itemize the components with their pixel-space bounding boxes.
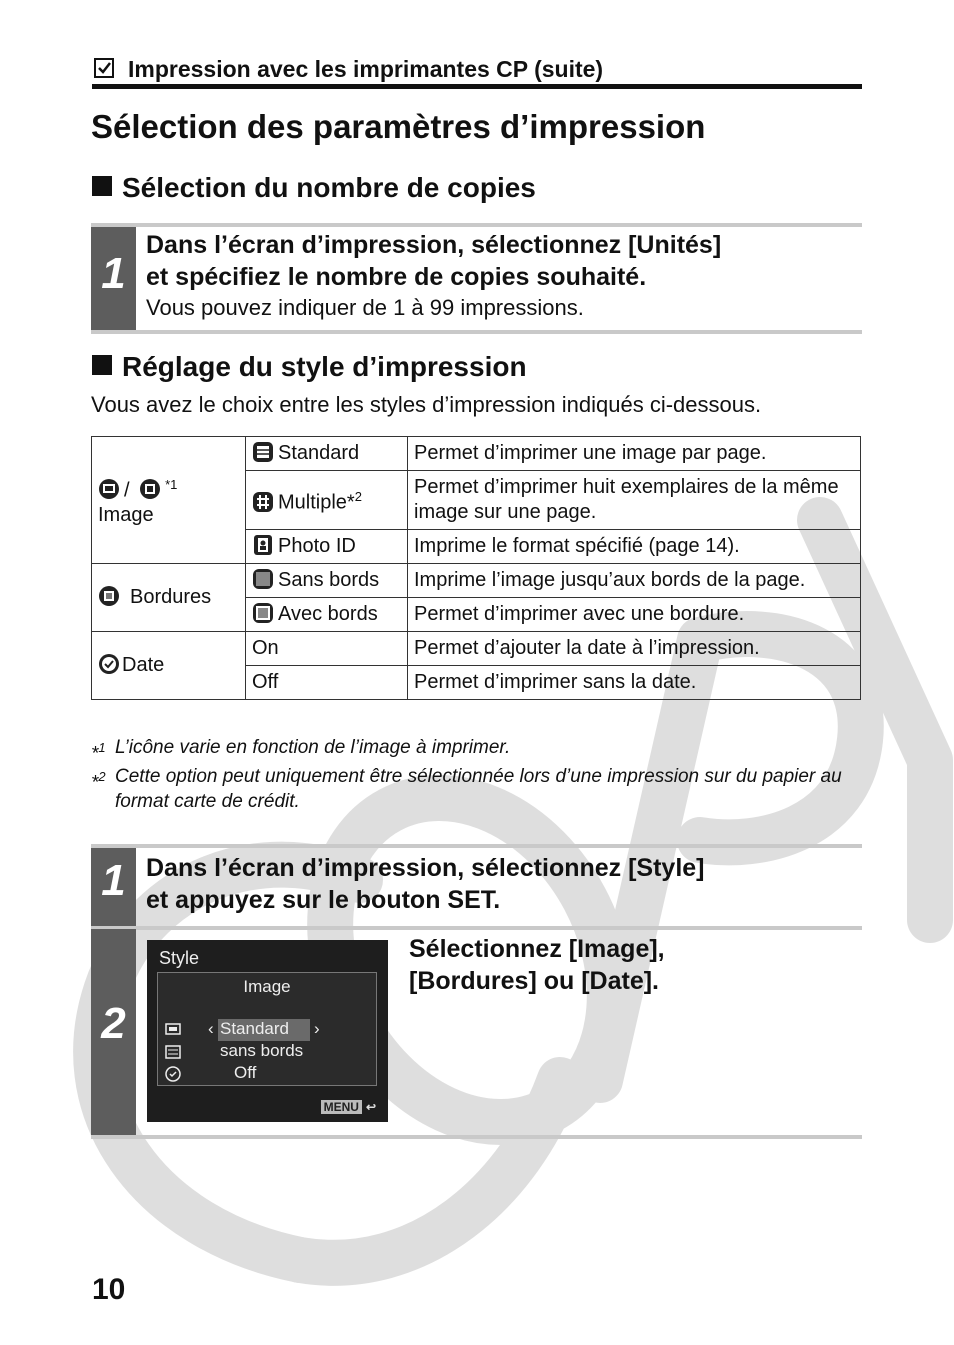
step-number: 1 — [101, 249, 126, 298]
photo-id-icon — [252, 534, 274, 556]
square-bullet-icon — [92, 355, 112, 375]
table-row — [92, 564, 861, 598]
step-description: Vous pouvez indiquer de 1 à 99 impressions. — [146, 295, 584, 320]
category-image: / $^{*1}$ Image — [92, 437, 246, 564]
image-layout-icon — [164, 1021, 182, 1039]
option-bordered: Avec bords — [246, 598, 408, 632]
bordered-icon — [252, 602, 274, 624]
lcd-title: Style — [159, 948, 200, 968]
chevron-left-icon: ‹ — [208, 1019, 214, 1038]
option-date-on: On — [246, 632, 408, 666]
section-heading-style: Réglage du style d’impression — [92, 351, 527, 383]
border-icon — [164, 1043, 182, 1061]
header-text: Impression avec les imprimantes CP (suite) — [128, 56, 604, 82]
section-heading-copies: Sélection du nombre de copies — [92, 172, 536, 204]
clock-icon — [98, 653, 120, 675]
option-multiple: Multiple*$^2$ — [246, 471, 408, 530]
description-standard: Permet d’imprimer une image par page. — [408, 437, 861, 471]
border-icon — [98, 585, 120, 607]
lcd-tab-image: Image — [243, 977, 291, 996]
image-layout-icon — [98, 478, 120, 500]
category-borders: Bordures — [92, 564, 246, 632]
table-row — [92, 632, 861, 666]
page-number: 10 — [92, 1273, 126, 1306]
print-style-table — [91, 436, 861, 700]
footnotes — [91, 735, 861, 814]
page-title: Sélection des paramètres d’impression — [91, 108, 706, 145]
step-number: 1 — [101, 856, 126, 905]
step-copies — [91, 223, 862, 334]
lcd-row-date: Off — [162, 1063, 372, 1085]
borderless-icon — [252, 568, 274, 590]
description-date-off: Permet d’imprimer sans la date. — [408, 666, 861, 700]
table-row — [92, 437, 861, 471]
chevron-right-icon: › — [314, 1019, 320, 1038]
description-multiple: Permet d’imprimer huit exemplaires de la même image sur une page. — [408, 471, 861, 530]
clock-icon — [164, 1065, 182, 1083]
back-arrow-icon: ↩ — [365, 1100, 376, 1114]
option-standard: Standard — [246, 437, 408, 471]
square-bullet-icon — [92, 176, 112, 196]
running-header — [92, 54, 862, 89]
step-select-style — [91, 844, 862, 930]
step-number-bar — [91, 929, 136, 1135]
description-photo-id: Imprime le format spécifié (page 14). — [408, 530, 861, 564]
lcd-menu-back: MENU ↩ — [321, 1100, 376, 1114]
step-title: Sélectionnez [Image], [Bordures] ou [Date]. — [409, 935, 665, 995]
section-intro: Vous avez le choix entre les styles d’impression indiqués ci-dessous. — [91, 392, 762, 417]
camera-lcd-screen — [147, 940, 388, 1122]
step-number-bar — [91, 848, 136, 926]
photo-id-small-icon — [139, 478, 161, 500]
footnote: *$^2$ Cette option peut uniquement être sélectionnée lors d’une impression sur du papier au format carte de crédit. — [91, 766, 842, 812]
option-photo-id: Photo ID — [246, 530, 408, 564]
multiple-layout-icon — [252, 491, 274, 513]
option-borderless: Sans bords — [246, 564, 408, 598]
option-date-off: Off — [246, 666, 408, 700]
step-title: Dans l’écran d’impression, sélectionnez [Style] et appuyez sur le bouton SET. — [146, 854, 705, 914]
lcd-panel — [157, 972, 377, 1086]
lcd-row-borders: sans bords — [162, 1041, 372, 1063]
lcd-row-image: ‹ Standard › — [162, 1019, 372, 1041]
step-number: 2 — [101, 999, 126, 1048]
standard-layout-icon — [252, 441, 274, 463]
step-title: Dans l’écran d’impression, sélectionnez [Unités] et spécifiez le nombre de copies souhaité. — [146, 231, 722, 291]
printer-check-icon — [94, 58, 114, 78]
description-bordered: Permet d’imprimer avec une bordure. — [408, 598, 861, 632]
description-borderless: Imprime l’image jusqu’aux bords de la page. — [408, 564, 861, 598]
category-date: Date — [92, 632, 246, 700]
step-number-bar — [91, 227, 136, 330]
footnote: *$^1$ L’icône varie en fonction de l’image à imprimer. — [91, 737, 511, 765]
description-date-on: Permet d’ajouter la date à l’impression. — [408, 632, 861, 666]
